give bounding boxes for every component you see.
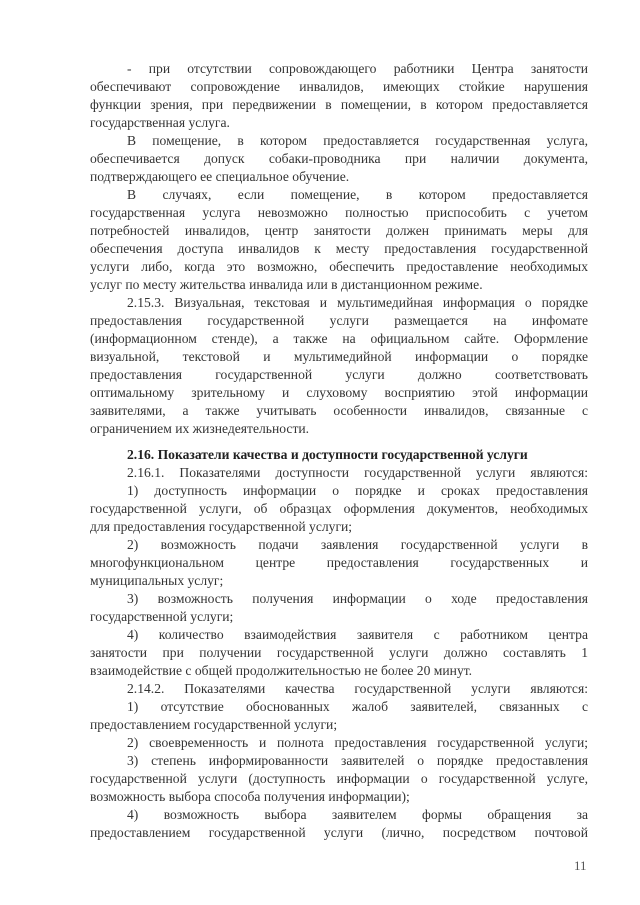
text-line: - при отсутствии сопровождающего работники Центра занятости (127, 61, 588, 76)
text-line: функции зрения, при передвижении в помещении, в котором предоставляется (90, 97, 588, 112)
text-line: подтверждающего ее специальное обучение. (90, 169, 350, 184)
text-line: В помещение, в котором предоставляется государственная услуга, (127, 133, 588, 148)
text-line: возможность выбора способа получения информации); (90, 789, 410, 804)
text-line: 2) своевременность и полнота предоставления государственной услуги; (127, 735, 588, 750)
text-line: занятости при получении государственной услуги должно составлять 1 (90, 645, 588, 660)
section-heading: 2.16. Показатели качества и доступности государственной услуги (127, 447, 528, 462)
text-line: 4) возможность выбора заявителем формы обращения за (127, 807, 588, 822)
text-line: 1) отсутствие обоснованных жалоб заявителей, связанных с (127, 699, 588, 714)
text-line: государственной услуги (доступность информации о государственной услуге, (90, 771, 588, 786)
text-line: муниципальных услуг; (90, 573, 224, 588)
text-line: предоставления государственной услуги размещается на инфомате (90, 313, 588, 328)
text-line: 2.16.1. Показателями доступности государственной услуги являются: (127, 465, 588, 480)
text-line: 1) доступность информации о порядке и сроках предоставления (127, 483, 588, 498)
text-line: взаимодействие с общей продолжительностью не более 20 минут. (90, 663, 473, 678)
text-line: обеспечивается допуск собаки-проводника при наличии документа, (90, 151, 588, 166)
text-line: государственная услуга невозможно полностью приспособить с учетом (90, 205, 588, 220)
page-number: 11 (574, 858, 587, 873)
text-line: 4) количество взаимодействия заявителя с работником центра (127, 627, 588, 642)
text-line: предоставления государственной услуги должно соответствовать (90, 367, 588, 382)
text-line: 2) возможность подачи заявления государственной услуги в (127, 537, 588, 552)
text-line: 2.15.3. Визуальная, текстовая и мультимедийная информация о порядке (127, 295, 588, 310)
text-line: предоставлением государственной услуги (лично, посредством почтовой (90, 825, 588, 840)
text-line: заявителями, а также учитывать особенности инвалидов, связанные с (90, 403, 588, 418)
text-line: обеспечивают сопровождение инвалидов, имеющих стойкие нарушения (90, 79, 588, 94)
text-line: государственной услуги, об образцах оформления документов, необходимых (90, 501, 588, 516)
text-line: для предоставления государственной услуги; (90, 519, 353, 534)
text-line: обеспечения доступа инвалидов к месту предоставления государственной (90, 241, 588, 256)
text-line: ограничением их жизнедеятельности. (90, 421, 310, 436)
text-line: потребностей инвалидов, центр занятости должен принимать меры для (90, 223, 588, 238)
text-line: визуальной, текстовой и мультимедийной информации о порядке (90, 349, 588, 364)
text-line: многофункциональном центре предоставления государственных и (90, 555, 588, 570)
text-line: государственная услуга. (90, 115, 230, 130)
text-line: (информационном стенде), а также на официальном сайте. Оформление (90, 331, 588, 346)
text-line: услуги либо, когда это возможно, обеспечить предоставление необходимых (90, 259, 588, 274)
text-line: 3) степень информированности заявителей о порядке предоставления (127, 753, 588, 768)
text-line: услуг по месту жительства инвалида или в дистанционном режиме. (90, 277, 483, 292)
text-line: государственной услуги; (90, 609, 234, 624)
text-line: оптимальному зрительному и слуховому восприятию этой информации (90, 385, 588, 400)
text-line: 2.14.2. Показателями качества государственной услуги являются: (127, 681, 588, 696)
text-line: В случаях, если помещение, в котором предоставляется (127, 187, 588, 202)
text-line: предоставлением государственной услуги; (90, 717, 338, 732)
text-line: 3) возможность получения информации о ходе предоставления (127, 591, 588, 606)
